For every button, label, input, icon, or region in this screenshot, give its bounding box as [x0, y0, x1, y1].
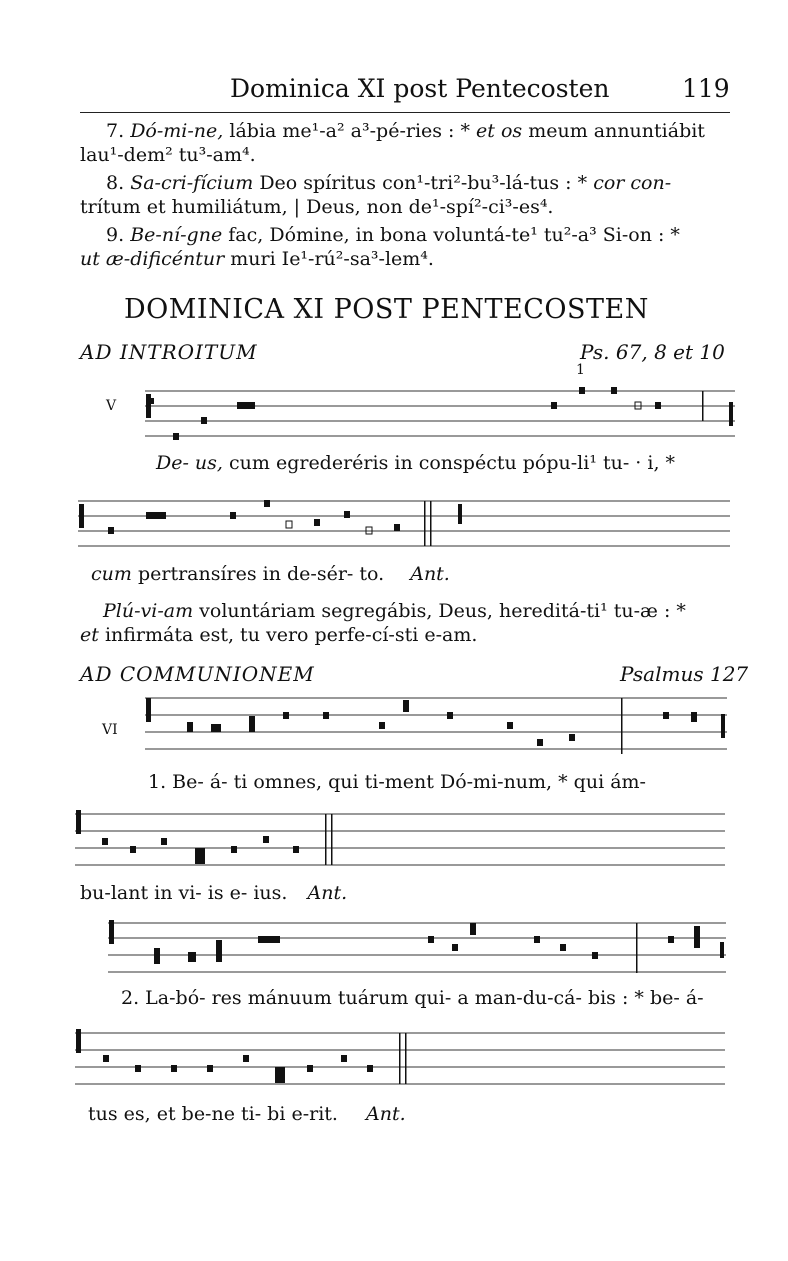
- verse-text: meum annuntiábit: [528, 120, 705, 142]
- verse-text: et: [80, 624, 99, 646]
- verse-text: cor con-: [593, 172, 672, 194]
- introit-staff-2: [78, 496, 730, 554]
- verse-text: Deo spíritus con¹-tri²-bu³-lá-tus : *: [259, 172, 588, 194]
- verse-text: muri Ie¹-rú²-sa³-lem⁴.: [230, 248, 434, 270]
- communion-staff-3: [108, 918, 726, 978]
- introit-rubric: AD INTROITUM: [80, 340, 258, 364]
- verse-text: infirmáta est, tu vero perfe-cí-sti e-am.: [104, 624, 478, 646]
- communion-staff-2: [75, 806, 725, 872]
- communion-lyrics-4: [88, 1103, 406, 1125]
- antiphon-marker: Ant.: [307, 882, 348, 904]
- running-title: Dominica XI post Pentecosten: [230, 74, 610, 103]
- mode-label: V: [106, 398, 117, 414]
- lyric-text: pertransíres in de-sér- to.: [137, 563, 385, 585]
- communion-lyrics-1: 1. Be- á- ti omnes, qui ti-ment Dó-mi-num, * qui ám-: [148, 771, 646, 793]
- introit-reference: Ps. 67, 8 et 10: [580, 340, 725, 364]
- verse-text: voluntáriam segregábis, Deus, hereditá-ti¹ tu-æ : *: [199, 600, 686, 622]
- introit-lyrics-1: [156, 452, 675, 474]
- lyric-text: cum: [91, 563, 132, 585]
- lyric-text: bu-lant in vi- is e- ius.: [80, 882, 288, 904]
- verse-9-line-2: [80, 248, 434, 270]
- verse-number: 7.: [106, 120, 125, 142]
- verse-8-line-2: trítum et humiliátum, | Deus, non de¹-spí²-ci³-es⁴.: [80, 196, 554, 218]
- introit-lyrics-2: [91, 563, 450, 585]
- verse-text: Be-ní-gne: [130, 224, 223, 246]
- section-title: DOMINICA XI POST PENTECOSTEN: [124, 294, 649, 325]
- verse-8-line-1: [106, 172, 671, 194]
- page-number: 119: [682, 74, 730, 103]
- verse-9-line-1: [106, 224, 680, 246]
- verse-text: Plú-vi-am: [103, 600, 194, 622]
- header-rule: [80, 112, 730, 113]
- verse-number: 9.: [106, 224, 125, 246]
- antiphon-marker: Ant.: [410, 563, 450, 585]
- communion-staff-4: [75, 1025, 725, 1091]
- verse-7-line-2: lau¹-dem² tu³-am⁴.: [80, 144, 256, 166]
- communion-lyrics-2: [80, 882, 347, 904]
- verse-text: ut æ-dificéntur: [80, 248, 225, 270]
- lyric-text: tus es, et be-ne ti- bi e-rit.: [88, 1103, 338, 1125]
- introit-staff-1: [145, 386, 735, 444]
- lyric-text: cum egrederéris in conspéctu pópu-li¹ tu- · i, *: [229, 452, 676, 474]
- communion-reference: Psalmus 127: [620, 662, 749, 686]
- communion-lyrics-3: 2. La-bó- res mánuum tuárum qui- a man-du-cá- bis : * be- á-: [121, 987, 704, 1009]
- verse-text: et os: [476, 120, 523, 142]
- communion-staff-1: [145, 690, 727, 760]
- introit-verse-line-2: [80, 624, 477, 646]
- communion-rubric: AD COMMUNIONEM: [80, 662, 315, 686]
- verse-text: fac, Dómine, in bona voluntá-te¹ tu²-a³ Si-on : *: [228, 224, 680, 246]
- introit-verse-line-1: [103, 600, 686, 622]
- verse-number: 8.: [106, 172, 125, 194]
- verse-text: Dó-mi-ne,: [130, 120, 224, 142]
- verse-7-line-1: [106, 120, 705, 142]
- antiphon-marker: Ant.: [366, 1103, 406, 1125]
- mode-label: VI: [102, 722, 118, 738]
- verse-text: Sa-cri-fícium: [130, 172, 254, 194]
- lyric-text: De- us,: [156, 452, 223, 474]
- intonation-marker: 1: [576, 362, 585, 378]
- verse-text: lábia me¹-a² a³-pé-ries : *: [229, 120, 470, 142]
